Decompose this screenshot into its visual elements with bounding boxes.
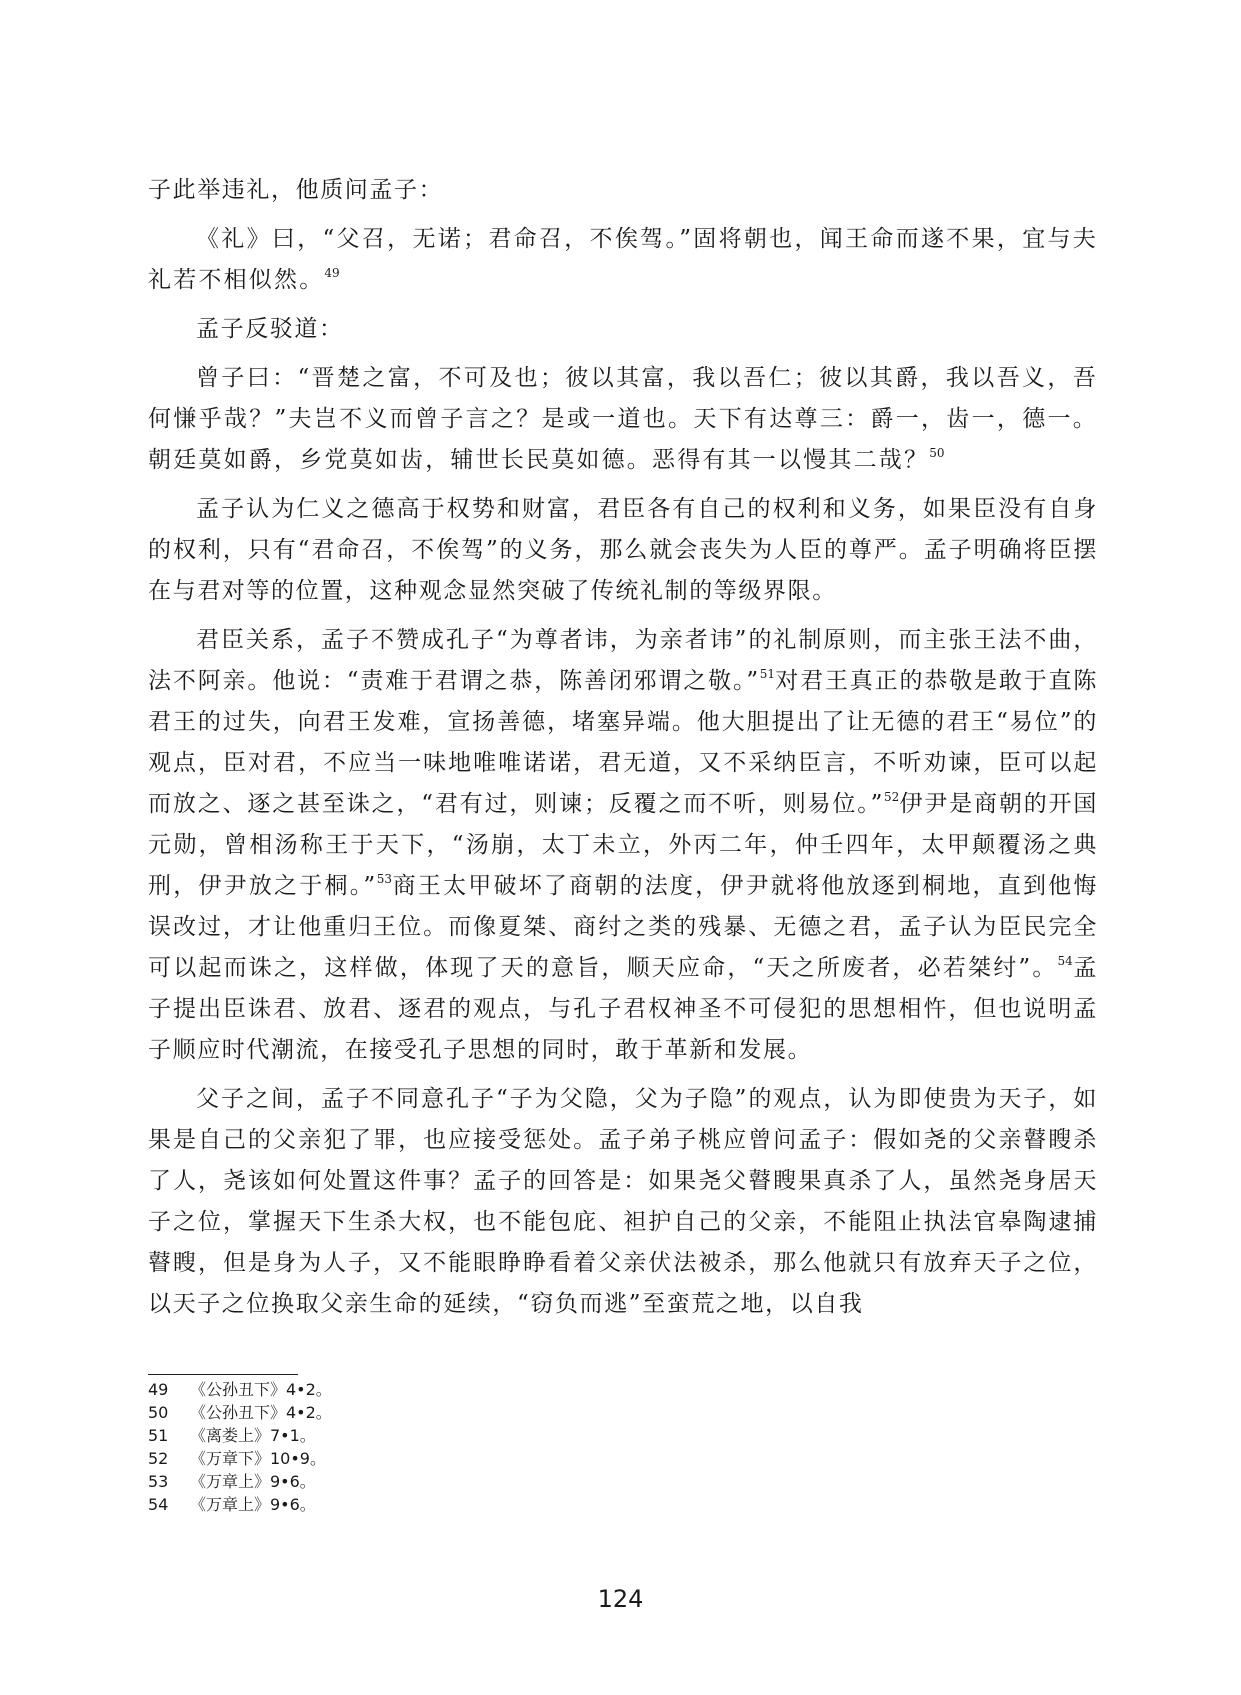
footnote-text: 《万章上》9•6。 xyxy=(190,1495,316,1514)
paragraph: 孟子认为仁义之德高于权势和财富，君臣各有自己的权利和义务，如果臣没有自身的权利，只有“君命召，不俟驾”的义务，那么就会丧失为人臣的尊严。孟子明确将臣摆在与君对等的位置，这种观念显然突破了传统礼制的等级界限。 xyxy=(148,496,1098,604)
paragraph-text: 对君王真正的恭敬是敢于直陈君王的过失，向君王发难，宣扬善德，堵塞异端。他大胆提出了让无德的君王“易位”的观点，臣对君，不应当一味地唯唯诺诺，君无道，又不采纳臣言，不听劝谏，臣可以起而放之、逐之甚至诛之，“君有过，则谏；反覆之而不听，则易位。” xyxy=(148,668,1098,817)
paragraph-text: 孟子提出臣诛君、放君、逐君的观点，与孔子君权神圣不可侵犯的思想相忤，但也说明孟子顺应时代潮流，在接受孔子思想的同时，敢于革新和发展。 xyxy=(148,955,1099,1063)
footnote-number: 51 xyxy=(148,1426,169,1445)
footnote-ref[interactable]: 49 xyxy=(324,266,340,280)
footnote-item xyxy=(148,1378,748,1401)
paragraph: 父子之间，孟子不同意孔子“子为父隐，父为子隐”的观点，认为即使贵为天子，如果是自己的父亲犯了罪，也应接受惩处。孟子弟子桃应曾问孟子：假如尧的父亲瞽瞍杀了人，尧该如何处置这件事？孟子的回答是：如果尧父瞽瞍果真杀了人，虽然尧身居天子之位，掌握天下生杀大权，也不能包庇、袒护自己的父亲，不能阻止执法官皋陶逮捕瞽瞍，但是身为人子，又不能眼睁睁看着父亲伏法被杀，那么他就只有放弃天子之位，以天子之位换取父亲生命的延续，“窃负而逃”至蛮荒之地，以自我 xyxy=(148,1086,1098,1317)
footnote-ref[interactable]: 54 xyxy=(1057,954,1073,968)
footnote-ref[interactable]: 53 xyxy=(376,872,393,886)
page-body xyxy=(148,170,1098,1325)
paragraph-text: 君臣关系，孟子不赞成孔子“为尊者讳，为亲者讳”的礼制原则，而主张王法不曲，法不阿亲。他说：“责难于君谓之恭，陈善闭邪谓之敬。” xyxy=(148,627,1098,694)
block-quote xyxy=(148,219,1098,301)
footnote-number: 53 xyxy=(148,1472,169,1491)
footnote-item xyxy=(148,1401,748,1424)
paragraph: 孟子反驳道： xyxy=(196,316,344,342)
footnote-number: 49 xyxy=(148,1380,169,1399)
footnote-number: 54 xyxy=(148,1495,169,1514)
footnote-ref[interactable]: 51 xyxy=(759,667,776,681)
footnote-text: 《公孙丑下》4•2。 xyxy=(190,1403,332,1422)
footnote-item xyxy=(148,1424,748,1447)
paragraph xyxy=(148,620,1098,1071)
footnotes xyxy=(148,1378,748,1516)
footnote-text: 《离娄上》7•1。 xyxy=(190,1426,316,1445)
paragraph-text: 商王太甲破坏了商朝的法度，伊尹就将他放逐到桐地，直到他悔误改过，才让他重归王位。而像夏桀、商纣之类的残暴、无德之君，孟子认为臣民完全可以起而诛之，这样做，体现了天的意旨，顺天应命，“天之所废者，必若桀纣”。 xyxy=(148,873,1098,981)
footnote-number: 52 xyxy=(148,1449,169,1468)
footnote-text: 《公孙丑下》4•2。 xyxy=(190,1380,332,1399)
footnote-divider xyxy=(148,1374,298,1375)
footnote-item xyxy=(148,1470,748,1493)
page-number: 124 xyxy=(597,1585,644,1613)
quote-text: 曾子曰：“晋楚之富，不可及也；彼以其富，我以吾仁；彼以其爵，我以吾义，吾何慊乎哉？”夫岂不义而曾子言之？是或一道也。天下有达尊三：爵一，齿一，德一。朝廷莫如爵，乡党莫如齿，辅世长民莫如德。恶得有其一以慢其二哉？ xyxy=(148,365,1098,473)
footnote-item xyxy=(148,1447,748,1470)
paragraph-text: 伊尹是商朝的开国元勋，曾相汤称王于天下，“汤崩，太丁未立，外丙二年，仲壬四年，太甲颠覆汤之典刑，伊尹放之于桐。” xyxy=(148,791,1098,899)
block-quote xyxy=(148,358,1098,481)
footnote-ref[interactable]: 50 xyxy=(929,446,945,460)
paragraph: 子此举违礼，他质问孟子： xyxy=(148,177,444,203)
footnote-item xyxy=(148,1493,748,1516)
footnote-ref[interactable]: 52 xyxy=(883,790,900,804)
footnote-text: 《万章上》9•6。 xyxy=(190,1472,316,1491)
quote-text: 《礼》曰，“父召，无诺；君命召，不俟驾。”固将朝也，闻王命而遂不果，宜与夫礼若不相似然。 xyxy=(148,226,1098,293)
footnote-text: 《万章下》10•9。 xyxy=(190,1449,326,1468)
footnote-number: 50 xyxy=(148,1403,169,1422)
